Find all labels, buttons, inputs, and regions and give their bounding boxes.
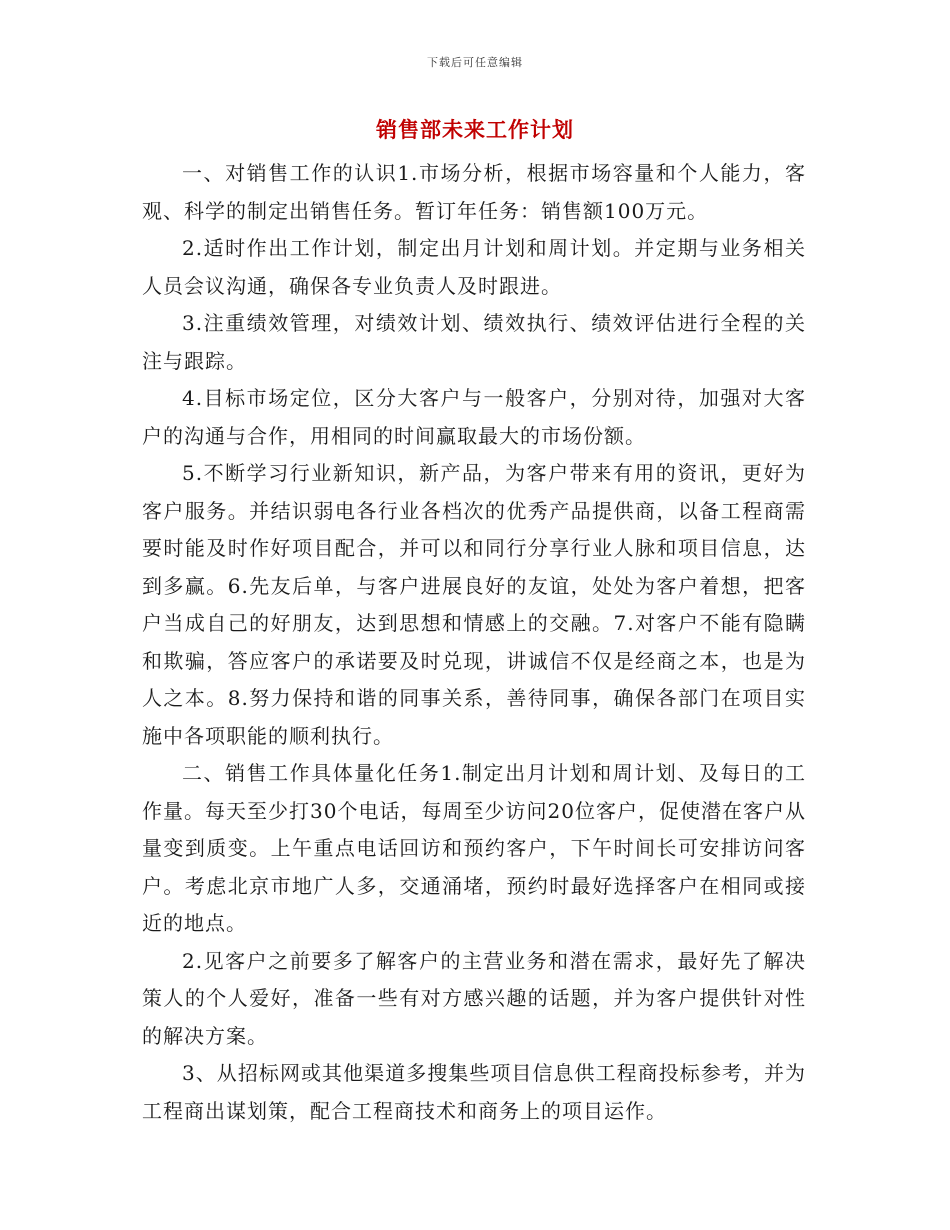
header-note: 下载后可任意编辑	[427, 56, 523, 69]
paragraph-8: 3、从招标网或其他渠道多搜集些项目信息供工程商投标参考，并为工程商出谋划策，配合工程商技术和商务上的项目运作。	[142, 1061, 806, 1123]
document-title: 销售部未来工作计划	[376, 117, 574, 142]
paragraph-3: 3.注重绩效管理，对绩效计划、绩效执行、绩效评估进行全程的关注与跟踪。	[142, 311, 806, 373]
paragraph-2: 2.适时作出工作计划，制定出月计划和周计划。并定期与业务相关人员会议沟通，确保各专业负责人及时跟进。	[142, 236, 806, 298]
paragraph-4: 4.目标市场定位，区分大客户与一般客户，分别对待，加强对大客户的沟通与合作，用相同的时间赢取最大的市场份额。	[142, 386, 806, 448]
paragraph-7: 2.见客户之前要多了解客户的主营业务和潜在需求，最好先了解决策人的个人爱好，准备一些有对方感兴趣的话题，并为客户提供针对性的解决方案。	[142, 948, 806, 1048]
document-body	[142, 155, 806, 1130]
paragraph-6: 二、销售工作具体量化任务1.制定出月计划和周计划、及每日的工作量。每天至少打30个电话，每周至少访问20位客户，促使潜在客户从量变到质变。上午重点电话回访和预约客户，下午时间长可安排访问客户。考虑北京市地广人多，交通涌堵，预约时最好选择客户在相同或接近的地点。	[142, 761, 806, 935]
paragraph-5: 5.不断学习行业新知识，新产品，为客户带来有用的资讯，更好为客户服务。并结识弱电各行业各档次的优秀产品提供商，以备工程商需要时能及时作好项目配合，并可以和同行分享行业人脉和项目信息，达到多赢。6.先友后单，与客户进展良好的友谊，处处为客户着想，把客户当成自己的好朋友，达到思想和情感上的交融。7.对客户不能有隐瞒和欺骗，答应客户的承诺要及时兑现，讲诚信不仅是经商之本，也是为人之本。8.努力保持和谐的同事关系，善待同事，确保各部门在项目实施中各项职能的顺利执行。	[142, 461, 806, 748]
paragraph-1: 一、对销售工作的认识1.市场分析，根据市场容量和个人能力，客观、科学的制定出销售任务。暂订年任务：销售额100万元。	[142, 161, 806, 223]
